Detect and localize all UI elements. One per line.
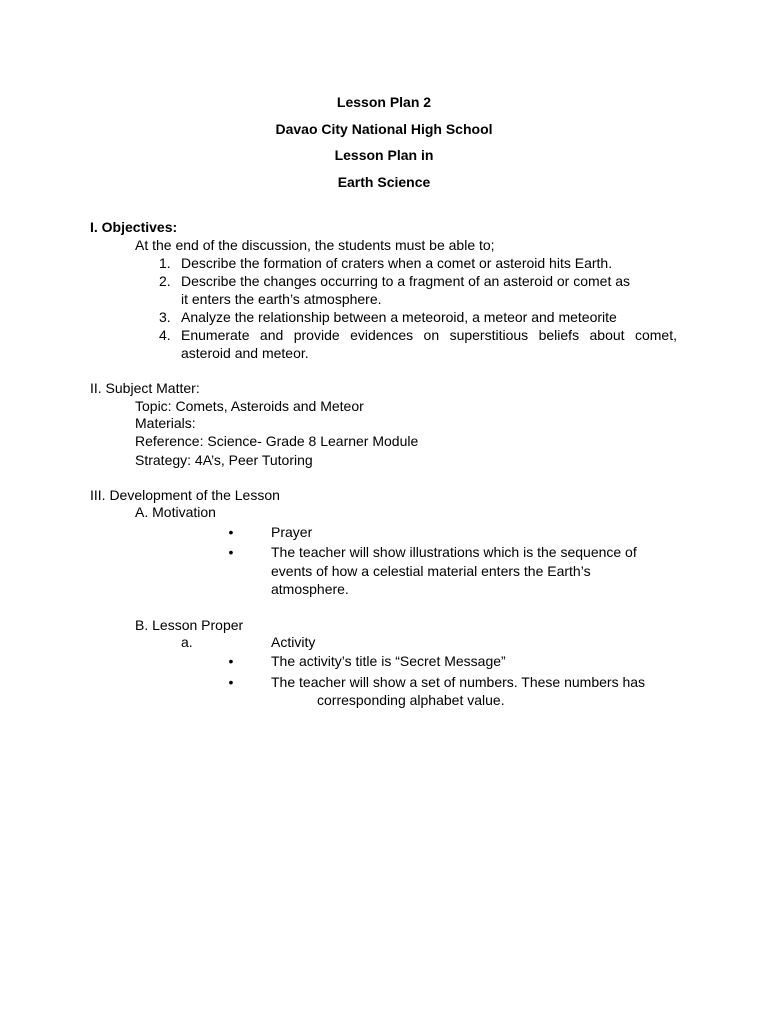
lesson-plan-in: Lesson Plan in (334, 147, 434, 163)
activity-bullet-text: The teacher will show a set of numbers. These numbers has (271, 674, 646, 690)
objective-text: Analyze the relationship between a meteoroid, a meteor and meteorite (181, 309, 617, 325)
bullet-icon: • (228, 544, 234, 560)
motivation-label: A. Motivation (135, 504, 216, 520)
motivation-bullet-text-continued: events of how a celestial material enters the Earth’s (271, 563, 591, 579)
bullet-icon: • (228, 653, 234, 669)
objective-number: 4. (159, 327, 171, 343)
motivation-bullet-text-continued: atmosphere. (271, 581, 349, 597)
activity-bullet-text-continued: corresponding alphabet value. (317, 692, 505, 708)
activity-label: Activity (271, 634, 316, 650)
objectives-heading: I. Objectives: (90, 219, 178, 235)
reference-line: Reference: Science- Grade 8 Learner Module (135, 433, 419, 449)
activity-letter: a. (181, 634, 193, 650)
objective-text: Describe the changes occurring to a fragment of an asteroid or comet as (181, 273, 631, 289)
bullet-icon: • (228, 674, 234, 690)
objective-number: 2. (159, 273, 171, 289)
objective-number: 1. (159, 255, 171, 271)
subject-title: Earth Science (337, 174, 431, 190)
bullet-icon: • (228, 524, 234, 540)
motivation-bullet-text: The teacher will show illustrations which is the sequence of (271, 544, 637, 560)
objectives-intro: At the end of the discussion, the students must be able to; (135, 237, 495, 253)
topic-line: Topic: Comets, Asteroids and Meteor (135, 398, 364, 414)
objective-number: 3. (159, 309, 171, 325)
objective-text: Enumerate and provide evidences on superstitious beliefs about comet, (181, 327, 677, 343)
strategy-line: Strategy: 4A’s, Peer Tutoring (135, 452, 313, 468)
objective-text: Describe the formation of craters when a comet or asteroid hits Earth. (181, 255, 613, 271)
materials-line: Materials: (135, 415, 196, 431)
development-heading: III. Development of the Lesson (90, 487, 280, 503)
lesson-plan-number: Lesson Plan 2 (336, 94, 432, 110)
subject-matter-heading: II. Subject Matter: (90, 380, 200, 396)
school-name: Davao City National High School (275, 121, 493, 137)
objective-text-continued: it enters the earth’s atmosphere. (181, 291, 382, 307)
motivation-bullet-text: Prayer (271, 524, 313, 540)
activity-bullet-text: The activity’s title is “Secret Message” (271, 653, 506, 669)
objective-text-continued: asteroid and meteor. (181, 345, 309, 361)
lesson-proper-label: B. Lesson Proper (135, 617, 244, 633)
